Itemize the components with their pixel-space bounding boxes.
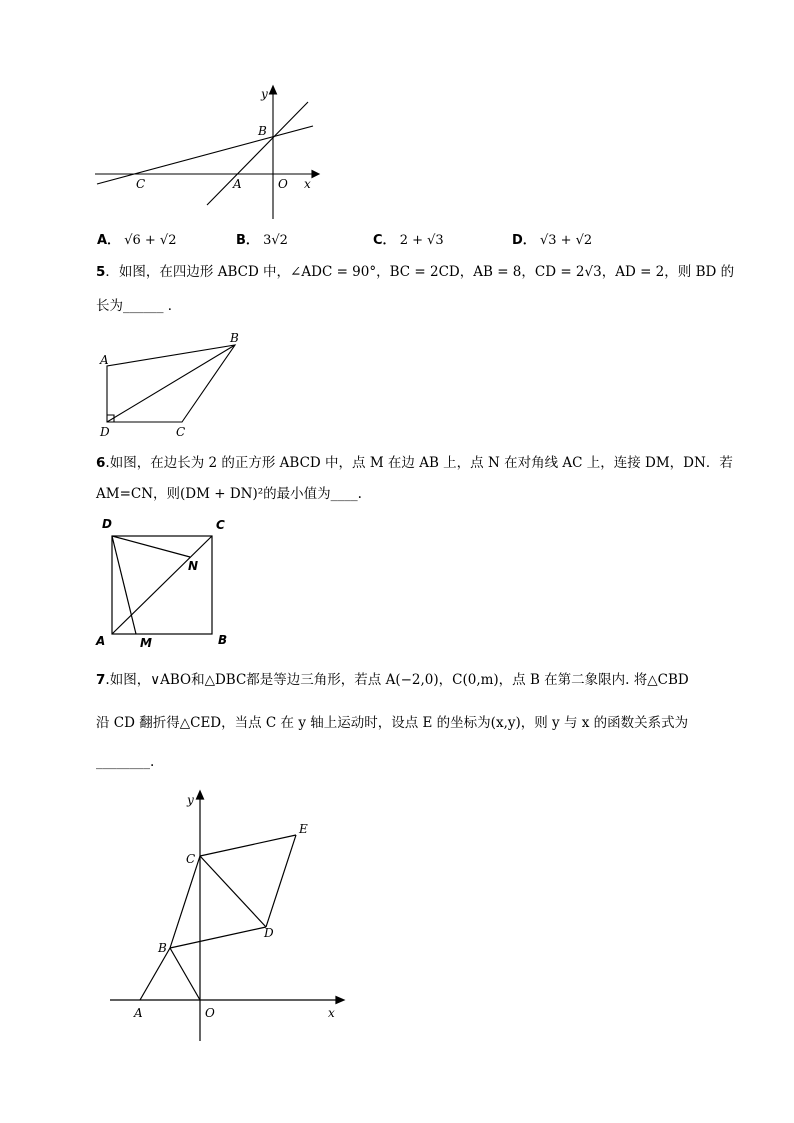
q7-number: 7 xyxy=(96,672,106,688)
q4-option-c[interactable] xyxy=(373,231,444,251)
q6-text-line1 xyxy=(96,453,733,473)
q7-label-o: O xyxy=(205,1006,215,1020)
q4-option-d-letter: D． xyxy=(512,233,536,248)
q7-label-x: x xyxy=(328,1006,335,1020)
q7-label-b: B xyxy=(158,941,167,955)
q7-label-c: C xyxy=(186,852,196,866)
q7-line2: 沿 CD 翻折得△CED，当点 C 在 y 轴上运动时，设点 E 的坐标为(x,y)，则 y 与 x 的函数关系式为 xyxy=(96,715,689,731)
q7-segment-ed xyxy=(266,835,296,927)
q4-label-a: A xyxy=(233,177,242,191)
q6-label-m: M xyxy=(140,636,152,650)
q7-segment-bc xyxy=(170,856,200,948)
q6-label-a: A xyxy=(96,634,106,648)
q4-line-cb xyxy=(97,126,313,184)
q4-option-d-text: √3 + √2 xyxy=(539,233,593,248)
q5-figure xyxy=(96,328,256,440)
q6-label-n: N xyxy=(188,559,199,573)
q4-label-x: x xyxy=(304,177,311,191)
q6-label-d: D xyxy=(102,517,112,531)
q7-label-d: D xyxy=(264,926,274,940)
q7-figure xyxy=(100,785,350,1047)
q4-option-a[interactable] xyxy=(97,231,176,251)
q7-segment-ab xyxy=(140,948,170,1000)
q6-segment-dm xyxy=(112,536,136,634)
q7-segment-bd xyxy=(170,927,266,948)
q6-diagonal-ac xyxy=(112,536,212,634)
q4-option-b-text: 3√2 xyxy=(263,233,288,248)
q5-label-c: C xyxy=(176,425,186,439)
q4-label-b: B xyxy=(258,124,267,138)
q4-y-arrow xyxy=(270,86,277,94)
q7-text-line1 xyxy=(96,670,689,690)
q6-line1: .如图，在边长为 2 的正方形 ABCD 中，点 M 在边 AB 上，点 N 在对角线 AC 上，连接 DM，DN．若 xyxy=(105,455,733,471)
q6-number: 6 xyxy=(96,455,106,471)
q5-line2: 长为______ ． xyxy=(96,298,182,314)
q4-line-ab xyxy=(207,102,308,205)
q6-figure xyxy=(96,514,246,654)
q4-option-c-letter: C． xyxy=(373,233,396,248)
q5-label-a: A xyxy=(100,353,109,367)
q7-label-a: A xyxy=(134,1006,143,1020)
q5-text-line1 xyxy=(96,262,734,282)
q4-figure xyxy=(90,82,330,227)
q4-label-o: O xyxy=(278,177,288,191)
q4-option-c-text: 2 + √3 xyxy=(399,233,444,248)
q5-label-d: D xyxy=(100,425,110,439)
q4-option-a-text: √6 + √2 xyxy=(124,233,177,248)
q5-number: 5 xyxy=(96,264,106,280)
q6-label-b: B xyxy=(218,633,228,647)
q7-label-y: y xyxy=(187,793,194,807)
q7-y-arrow xyxy=(197,791,204,799)
q4-label-c: C xyxy=(136,177,146,191)
q4-option-d[interactable] xyxy=(512,231,592,251)
q7-line1: .如图，∨ABO和△DBC都是等边三角形，若点 A(−2,0)，C(0,m)，点 B 在第二象限内. 将△CBD xyxy=(105,672,689,688)
q4-x-arrow xyxy=(312,171,319,178)
q6-label-c: C xyxy=(216,518,225,532)
q6-segment-dn xyxy=(112,536,190,557)
q4-option-b-letter: B． xyxy=(236,233,259,248)
q6-line2: AM=CN，则(DM + DN)²的最小值为____. xyxy=(96,486,362,502)
q4-option-a-letter: A． xyxy=(97,233,121,248)
q5-line1: ．如图，在四边形 ABCD 中，∠ADC = 90°，BC = 2CD，AB = 8，CD = 2√3，AD = 2，则 BD 的 xyxy=(105,264,735,280)
q4-option-b[interactable] xyxy=(236,231,288,251)
q7-line3: ________. xyxy=(96,754,155,770)
q7-segment-cd xyxy=(200,856,266,927)
q7-segment-ce xyxy=(200,835,296,856)
q7-label-e: E xyxy=(299,822,308,836)
q5-label-b: B xyxy=(230,331,239,345)
q7-x-arrow xyxy=(336,997,344,1004)
q7-segment-bo xyxy=(170,948,200,1000)
q5-diagonal-bd xyxy=(107,345,235,422)
q4-label-y: y xyxy=(261,87,268,101)
